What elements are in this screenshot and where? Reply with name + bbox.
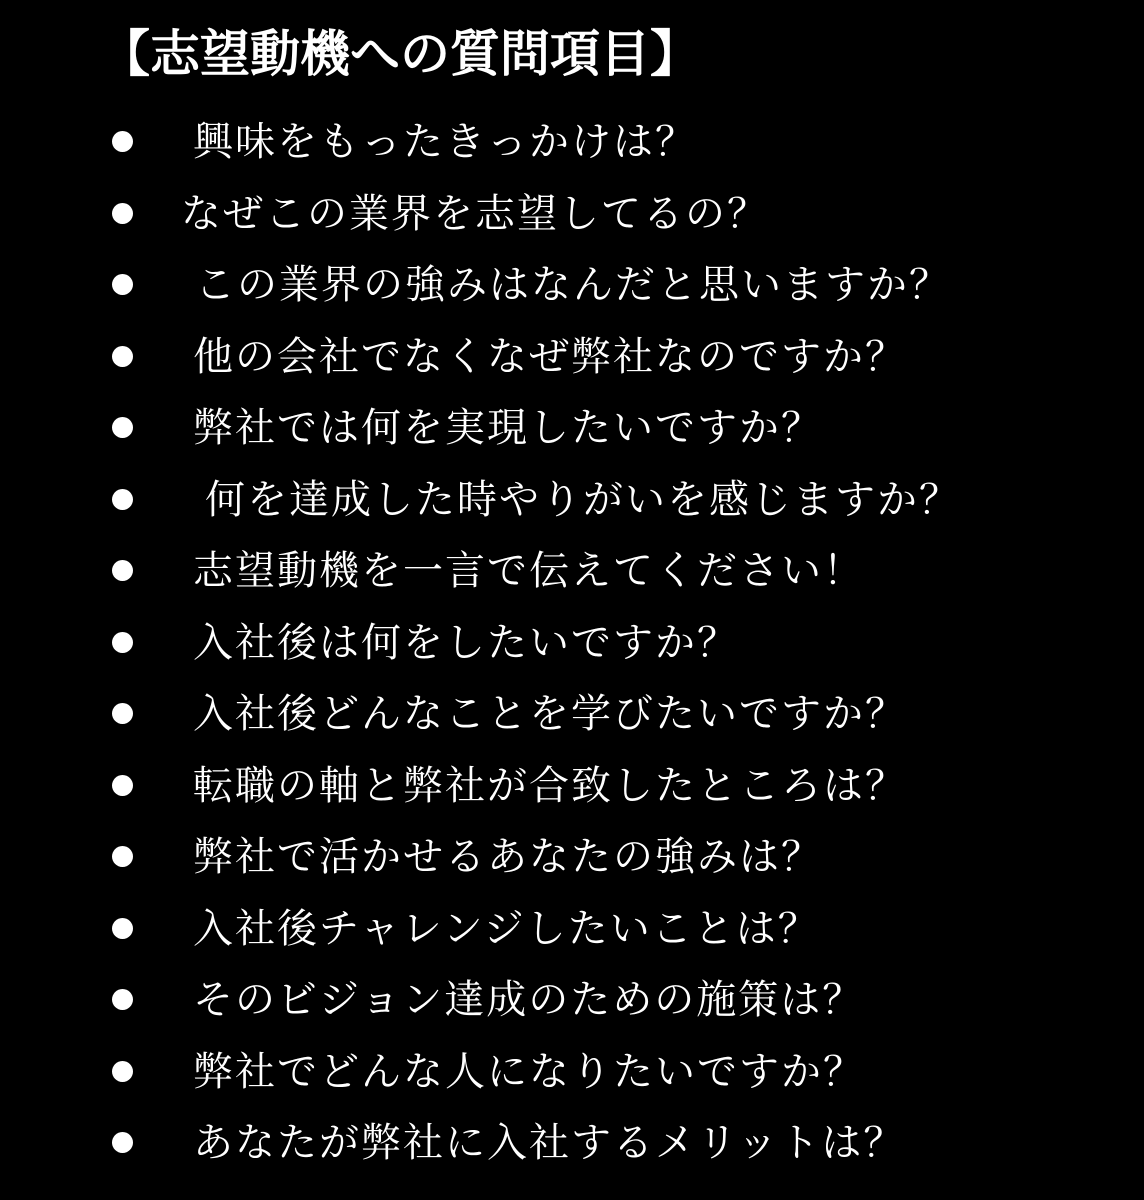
question-text: そのビジョン達成のための施策は？: [193, 977, 865, 1023]
question-text: 入社後は何をしたいですか？: [193, 619, 739, 666]
bullet-icon: [112, 918, 133, 939]
bullet-icon: [112, 131, 133, 152]
question-text: 入社後チャレンジしたいことは？: [193, 905, 820, 952]
bullet-icon: [112, 203, 133, 224]
question-text: 他の会社でなくなぜ弊社なのですか？: [193, 333, 907, 380]
bullet-icon: [112, 989, 133, 1010]
bullet-icon: [112, 703, 133, 724]
bullet-icon: [112, 1061, 133, 1082]
page-title: 【志望動機への質問項目】: [100, 25, 700, 83]
question-text: 何を達成した時やりがいを感じますか？: [205, 476, 961, 523]
question-text: なぜこの業界を志望してるの？: [181, 190, 769, 237]
question-text: あなたが弊社に入社するメリットは？: [193, 1120, 906, 1166]
bullet-icon: [112, 632, 133, 653]
bullet-icon: [112, 846, 133, 867]
question-text: この業界の強みはなんだと思いますか？: [195, 262, 951, 308]
bullet-icon: [112, 417, 133, 438]
bullet-icon: [112, 489, 133, 510]
question-text: 興味をもったきっかけは？: [193, 119, 697, 165]
question-text: 弊社で活かせるあなたの強みは？: [193, 834, 823, 880]
question-text: 弊社では何を実現したいですか？: [193, 405, 823, 451]
bullet-icon: [112, 346, 133, 367]
bullet-icon: [112, 775, 133, 796]
bullet-icon: [112, 274, 133, 295]
question-text: 入社後どんなことを学びたいですか？: [193, 691, 907, 737]
question-text: 弊社でどんな人になりたいですか？: [193, 1048, 865, 1095]
question-text: 志望動機を一言で伝えてください！: [193, 548, 865, 594]
bullet-icon: [112, 1132, 133, 1153]
question-text: 転職の軸と弊社が合致したところは？: [193, 762, 907, 809]
bullet-icon: [112, 560, 133, 581]
